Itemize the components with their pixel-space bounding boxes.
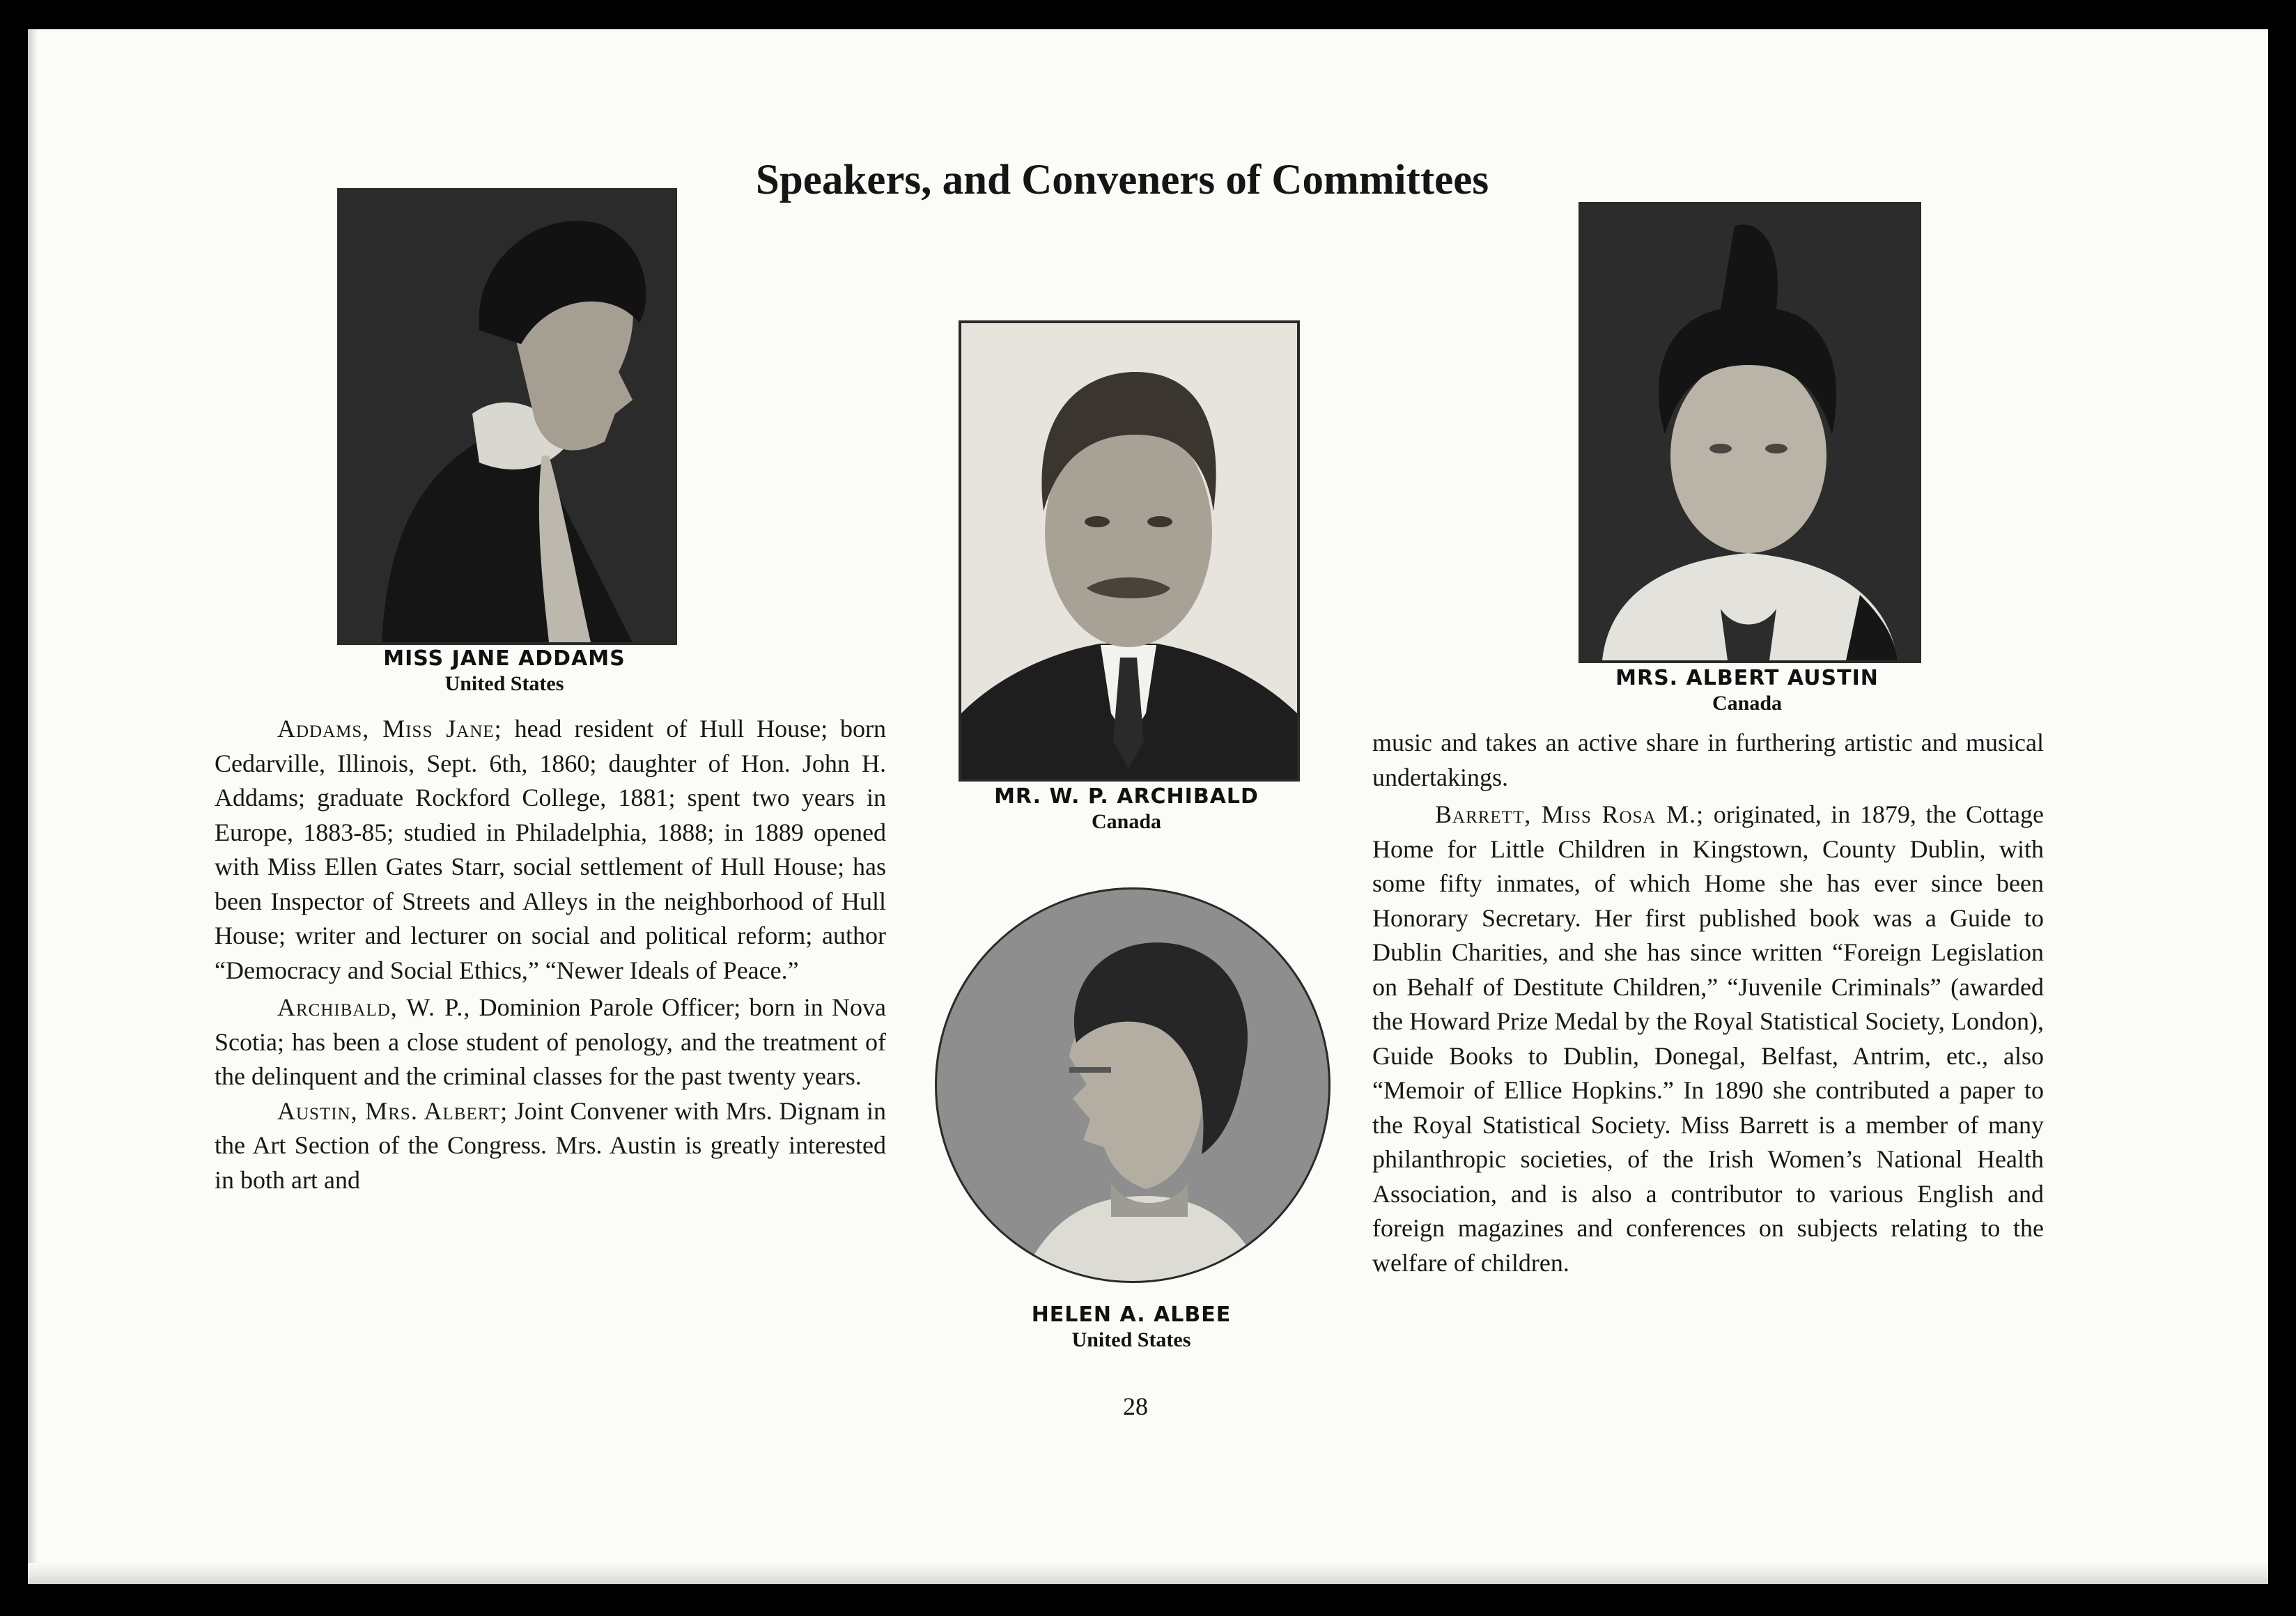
portrait-name-albee: HELEN A. ALBEE	[1031, 1303, 1232, 1327]
page-edge-left	[28, 29, 38, 1584]
portrait-name-addams: MISS JANE ADDAMS	[383, 646, 626, 671]
caption-addams	[327, 646, 681, 697]
caption-austin	[1565, 666, 1930, 716]
page-edge-bottom	[28, 1563, 2268, 1584]
caption-archibald	[945, 784, 1308, 834]
entry-name-austin: Austin, Mrs. Albert;	[277, 1096, 509, 1125]
portrait-photo-archibald	[959, 320, 1300, 782]
entry-barrett	[1372, 798, 2044, 1280]
portrait-photo-austin	[1578, 202, 1921, 663]
caption-albee	[945, 1303, 1318, 1353]
portrait-country-addams: United States	[444, 672, 564, 695]
portrait-name-archibald: MR. W. P. ARCHIBALD	[994, 784, 1259, 809]
entry-name-barrett: Barrett, Miss Rosa M.;	[1435, 800, 1705, 828]
entry-text-addams: head resident of Hull House; born Cedarville, Illinois, Sept. 6th, 1860; daughter of Hon. John H. Addams; graduate Rockford College, 1881; spent two years in Europe, 1883-85; studied in Philadelphia, 1888; in 1889 opened with Miss Ellen Gates Starr, social settlement of Hull House; has been Inspector of Streets and Alleys in the neighborhood of Hull House; writer and lecturer on social and political reform; author “Democracy and Social Ethics,” “Newer Ideals of Peace.”	[215, 715, 887, 984]
entry-text-archibald: Dominion Parole Officer; born in Nova Scotia; has been a close student of penology, and the treatment of the delinquent and the criminal classes for the past twenty years.	[215, 993, 887, 1090]
page-title: Speakers, and Conveners of Committees	[755, 157, 1489, 203]
portrait-photo-albee	[935, 887, 1331, 1283]
entry-name-archibald: Archibald, W. P.,	[277, 993, 471, 1021]
entry-addams	[215, 712, 886, 988]
right-column	[1372, 726, 2044, 1280]
entry-text-barrett: originated, in 1879, the Cottage Home for Little Children in Kingstown, County Dublin, with some fifty inmates, of which Home she has ever since been Honorary Secretary. Her first published book was a Guide to Dublin Charities, and she has since written “Foreign Legislation on Behalf of Destitute Children,” “Juvenile Criminals” (awarded the Howard Prize Medal by the Royal Statistical Society, London), Guide Books to Dublin, Donegal, Belfast, Antrim, etc., also “Memoir of Ellice Hopkins.” In 1890 she contributed a paper to the Royal Statistical Society. Miss Barrett is a member of many philanthropic societies, of the Irish Women’s National Health Association, and is also a contributor to various English and foreign magazines and conferences on subjects relating to the welfare of children.	[1372, 800, 2045, 1277]
entry-austin	[215, 1094, 886, 1198]
portrait-photo-addams	[337, 188, 677, 645]
entry-archibald	[215, 990, 886, 1094]
page-number: 28	[1123, 1392, 1148, 1420]
entry-name-addams: Addams, Miss Jane;	[277, 715, 502, 743]
portrait-country-archibald: Canada	[1091, 810, 1162, 833]
entry-austin-continued: music and takes an active share in furthering artistic and musical undertakings.	[1372, 729, 2044, 791]
left-column	[215, 712, 886, 1197]
portrait-country-austin: Canada	[1712, 692, 1783, 715]
portrait-country-albee: United States	[1071, 1328, 1191, 1351]
entry-text-austin: Joint Convener with Mrs. Dignam in the Art Section of the Congress. Mrs. Austin is greatly interested in both art and	[215, 1096, 887, 1194]
portrait-name-austin: MRS. ALBERT AUSTIN	[1615, 666, 1879, 690]
